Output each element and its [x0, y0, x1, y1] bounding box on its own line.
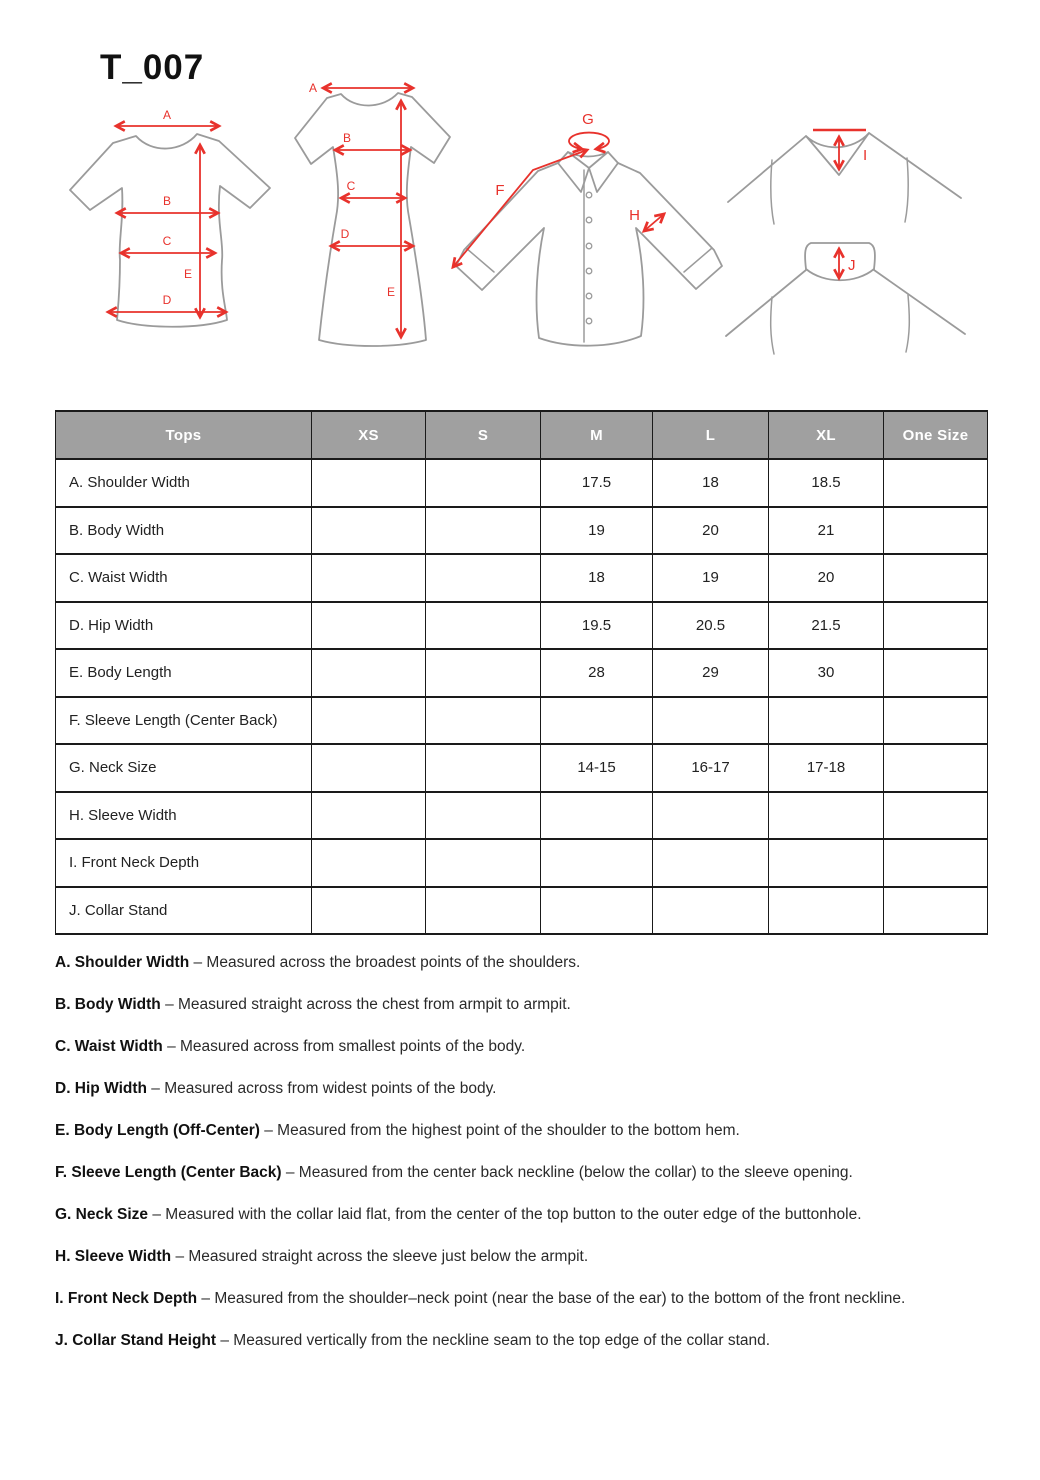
- size-value-cell: [426, 507, 541, 555]
- size-value-cell: [769, 697, 884, 745]
- size-value-cell: 18: [541, 554, 653, 602]
- size-value-cell: [884, 697, 988, 745]
- definition-term: J. Collar Stand Height: [55, 1332, 217, 1349]
- column-header-l: L: [653, 411, 769, 459]
- column-header-tops: Tops: [56, 411, 312, 459]
- size-value-cell: [884, 792, 988, 840]
- table-row: [56, 744, 988, 792]
- table-row: [56, 459, 988, 507]
- size-value-cell: [312, 744, 426, 792]
- label-a: A: [308, 81, 317, 95]
- tshirt-measurement-diagram: [60, 108, 280, 353]
- label-g: G: [582, 111, 594, 128]
- size-value-cell: 19: [653, 554, 769, 602]
- size-value-cell: [426, 839, 541, 887]
- size-value-cell: [312, 792, 426, 840]
- table-row: [56, 887, 988, 935]
- measurement-label-cell: J. Collar Stand: [56, 887, 312, 935]
- page-title: T_007: [100, 48, 205, 87]
- size-value-cell: [884, 459, 988, 507]
- label-j: J: [848, 257, 856, 274]
- size-value-cell: 16-17: [653, 744, 769, 792]
- table-row: [56, 839, 988, 887]
- shirt-measurement-diagram: [450, 100, 735, 352]
- size-value-cell: [312, 839, 426, 887]
- size-value-cell: 29: [653, 649, 769, 697]
- size-value-cell: [769, 839, 884, 887]
- neckline-measurement-diagram: [718, 112, 983, 362]
- definition-item: [55, 1329, 993, 1352]
- definition-term: G. Neck Size: [55, 1206, 149, 1223]
- measurement-label-cell: A. Shoulder Width: [56, 459, 312, 507]
- size-value-cell: [884, 507, 988, 555]
- size-value-cell: 18: [653, 459, 769, 507]
- size-value-cell: 17.5: [541, 459, 653, 507]
- column-header-m: M: [541, 411, 653, 459]
- size-value-cell: 17-18: [769, 744, 884, 792]
- label-b: B: [342, 131, 352, 145]
- size-value-cell: [312, 507, 426, 555]
- size-value-cell: 20: [769, 554, 884, 602]
- column-header-one-size: One Size: [884, 411, 988, 459]
- column-header-s: S: [426, 411, 541, 459]
- definition-item: [55, 1119, 993, 1142]
- definition-text: Measured across from widest points of the body.: [164, 1080, 497, 1097]
- definition-text: Measured from the highest point of the shoulder to the bottom hem.: [277, 1122, 740, 1139]
- label-a: A: [162, 108, 172, 122]
- table-row: [56, 554, 988, 602]
- size-value-cell: [312, 602, 426, 650]
- size-value-cell: [541, 839, 653, 887]
- size-value-cell: [541, 792, 653, 840]
- measurement-label-cell: F. Sleeve Length (Center Back): [56, 697, 312, 745]
- size-value-cell: 21: [769, 507, 884, 555]
- size-value-cell: [426, 554, 541, 602]
- label-d: D: [162, 293, 172, 307]
- measurement-label-cell: G. Neck Size: [56, 744, 312, 792]
- size-value-cell: [312, 887, 426, 935]
- size-value-cell: 20: [653, 507, 769, 555]
- size-value-cell: [312, 697, 426, 745]
- label-c: C: [346, 179, 356, 193]
- definition-separator: –: [216, 1332, 234, 1349]
- size-value-cell: [426, 744, 541, 792]
- dress-outline: [295, 93, 450, 346]
- measurement-label-cell: C. Waist Width: [56, 554, 312, 602]
- size-value-cell: [312, 459, 426, 507]
- size-table: [55, 410, 988, 935]
- size-value-cell: [884, 649, 988, 697]
- label-d: D: [340, 227, 350, 241]
- size-value-cell: [426, 887, 541, 935]
- definition-term: I. Front Neck Depth: [55, 1290, 198, 1307]
- size-value-cell: [769, 792, 884, 840]
- definition-item: [55, 1035, 993, 1058]
- size-value-cell: [653, 697, 769, 745]
- size-value-cell: [541, 887, 653, 935]
- measurement-definitions: [55, 951, 993, 1371]
- label-e: E: [183, 267, 192, 281]
- size-value-cell: 30: [769, 649, 884, 697]
- size-value-cell: [426, 459, 541, 507]
- label-f: F: [495, 182, 505, 199]
- definition-item: [55, 951, 993, 974]
- size-value-cell: 20.5: [653, 602, 769, 650]
- definition-separator: –: [189, 954, 207, 971]
- definition-term: A. Shoulder Width: [55, 954, 190, 971]
- definition-term: C. Waist Width: [55, 1038, 163, 1055]
- neck-size-arrow: [569, 133, 609, 149]
- definition-term: F. Sleeve Length (Center Back): [55, 1164, 282, 1181]
- size-value-cell: [884, 554, 988, 602]
- definition-item: [55, 1287, 993, 1310]
- dress-measurement-diagram: [283, 72, 463, 360]
- definition-separator: –: [197, 1290, 215, 1307]
- definition-separator: –: [259, 1122, 278, 1139]
- definition-item: [55, 993, 993, 1016]
- size-value-cell: [312, 554, 426, 602]
- collar-stand-back-view: [726, 243, 965, 354]
- column-header-xl: XL: [769, 411, 884, 459]
- size-value-cell: 19.5: [541, 602, 653, 650]
- measurement-label-cell: I. Front Neck Depth: [56, 839, 312, 887]
- definition-separator: –: [162, 1038, 181, 1055]
- table-row: [56, 507, 988, 555]
- size-value-cell: 21.5: [769, 602, 884, 650]
- size-value-cell: [884, 839, 988, 887]
- table-row: [56, 649, 988, 697]
- table-row: [56, 792, 988, 840]
- size-value-cell: [426, 697, 541, 745]
- definition-term: B. Body Width: [55, 996, 161, 1013]
- label-h: H: [629, 207, 640, 224]
- definition-item: [55, 1161, 993, 1184]
- table-row: [56, 602, 988, 650]
- measurement-label-cell: B. Body Width: [56, 507, 312, 555]
- size-value-cell: 28: [541, 649, 653, 697]
- definition-text: Measured across the broadest points of the shoulders.: [206, 954, 581, 971]
- definition-separator: –: [148, 1206, 166, 1223]
- size-value-cell: [884, 887, 988, 935]
- size-value-cell: [541, 697, 653, 745]
- definition-text: Measured straight across the chest from armpit to armpit.: [178, 996, 571, 1013]
- size-value-cell: 18.5: [769, 459, 884, 507]
- definition-separator: –: [171, 1248, 189, 1265]
- size-value-cell: [653, 839, 769, 887]
- size-value-cell: [653, 887, 769, 935]
- size-value-cell: [884, 744, 988, 792]
- definition-text: Measured vertically from the neckline seam to the top edge of the collar stand.: [233, 1332, 771, 1349]
- definition-term: D. Hip Width: [55, 1080, 147, 1097]
- definition-term: H. Sleeve Width: [55, 1248, 172, 1265]
- label-e: E: [386, 285, 395, 299]
- definition-item: [55, 1077, 993, 1100]
- measurement-label-cell: D. Hip Width: [56, 602, 312, 650]
- column-header-xs: XS: [312, 411, 426, 459]
- definition-separator: –: [160, 996, 178, 1013]
- size-table-header-row: [56, 411, 988, 459]
- definition-term: E. Body Length (Off-Center): [55, 1122, 260, 1139]
- definition-separator: –: [281, 1164, 299, 1181]
- definition-text: Measured from the shoulder–neck point (near the base of the ear) to the bottom of the front neckline.: [214, 1290, 906, 1307]
- measurement-label-cell: E. Body Length: [56, 649, 312, 697]
- definition-separator: –: [146, 1080, 165, 1097]
- vneck-back-view: [728, 130, 961, 224]
- size-value-cell: 14-15: [541, 744, 653, 792]
- label-c: C: [162, 234, 172, 248]
- size-value-cell: [426, 602, 541, 650]
- size-value-cell: [653, 792, 769, 840]
- definition-item: [55, 1203, 993, 1226]
- size-value-cell: [426, 649, 541, 697]
- table-row: [56, 697, 988, 745]
- size-value-cell: [312, 649, 426, 697]
- definition-text: Measured straight across the sleeve just below the armpit.: [188, 1248, 589, 1265]
- size-table-body: [56, 459, 988, 934]
- definition-item: [55, 1245, 993, 1268]
- definition-text: Measured across from smallest points of the body.: [180, 1038, 526, 1055]
- definition-text: Measured from the center back neckline (below the collar) to the sleeve opening.: [298, 1164, 853, 1181]
- label-i: I: [863, 147, 868, 164]
- size-value-cell: [884, 602, 988, 650]
- size-value-cell: [769, 887, 884, 935]
- size-value-cell: 19: [541, 507, 653, 555]
- label-b: B: [162, 194, 172, 208]
- size-value-cell: [426, 792, 541, 840]
- definition-text: Measured with the collar laid flat, from the center of the top button to the outer edge of the buttonhole.: [165, 1206, 862, 1223]
- measurement-label-cell: H. Sleeve Width: [56, 792, 312, 840]
